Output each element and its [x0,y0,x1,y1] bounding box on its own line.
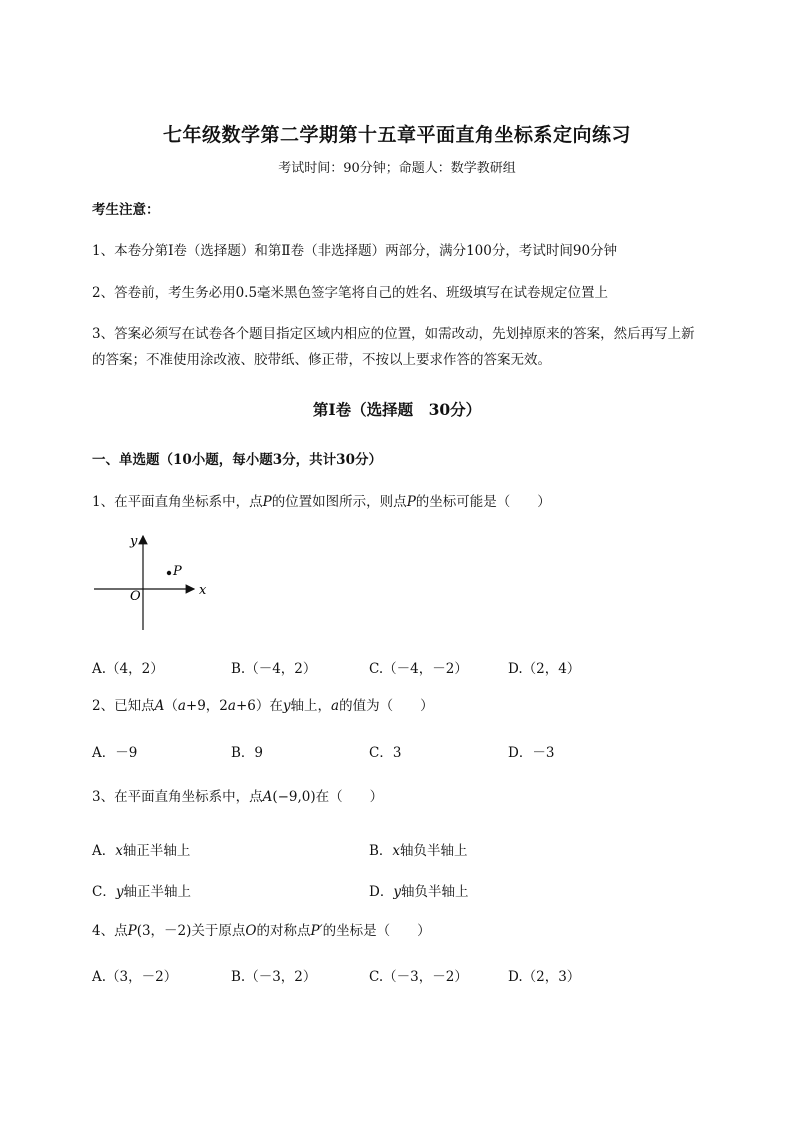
q3-option-b[interactable] [369,839,468,859]
section-heading: 一、单选题（10小题，每小题3分，共计30分） [92,452,382,468]
q2-stem-var: a [177,698,186,714]
q2-option-d[interactable]: D．－3 [508,745,555,761]
q3-stem-part: 3、在平面直角坐标系中，点 [92,789,263,805]
q3-stem-var: A [262,789,273,805]
q1-option-b[interactable]: B.（－4，2） [231,661,317,677]
q4-option-a[interactable]: A.（3，－2） [92,969,178,985]
q4-option-c[interactable]: C.（－3，－2） [369,969,468,985]
q1-point-p: P [406,494,416,510]
part1-title: 第I卷（选择题 30分） [312,400,482,419]
q3-option-d-text: 轴负半轴上 [400,884,469,900]
q2-stem-part: （ [164,698,178,714]
q2-stem-part: 2、已知点 [92,698,155,714]
coordinate-figure [88,530,218,634]
q2-stem-part: +6）在 [235,698,283,714]
q4-option-d[interactable]: D.（2，3） [508,969,581,985]
question-1-stem [92,489,551,515]
notice-item-3-cont: 的答案；不准使用涂改液、胶带纸、修正带，不按以上要求作答的答案无效。 [92,352,551,368]
point-p-dot [167,571,171,575]
q1-option-d[interactable]: D.（2，4） [508,661,581,677]
q4-stem-part: 4、点 [92,923,128,939]
q1-option-a[interactable]: A.（4，2） [92,661,164,677]
q1-stem-part: 的位置如图所示，则点 [271,494,407,510]
q2-stem-var: A [154,698,165,714]
q4-stem-part: 的对称点 [256,923,311,939]
q2-stem-part: 的值为（ ） [339,698,434,714]
q3-option-b-var: x [392,843,401,859]
q4-stem-var: O [245,923,257,939]
q3-option-a-var: x [115,843,123,859]
q3-option-c[interactable] [92,880,191,900]
q3-stem-part: (−9,0)在（ ） [272,789,384,805]
point-p-label: P [173,564,182,579]
notice-item-1: 1、本卷分第I卷（选择题）和第Ⅱ卷（非选择题）两部分，满分100分，考试时间90分钟 [92,243,618,259]
q3-option-a[interactable] [92,839,190,859]
q1-option-c[interactable]: C.（－4，－2） [369,661,468,677]
x-axis-label: x [199,583,207,598]
q4-stem-part: 的坐标是（ ） [322,923,431,939]
q3-option-c-text: 轴正半轴上 [123,884,191,900]
q3-option-a-text: 轴正半轴上 [122,843,191,859]
q2-stem-var: a [331,698,340,714]
q1-stem-part: 的坐标可能是（ ） [415,494,551,510]
q2-stem-part: +9，2 [185,698,228,714]
q1-stem-part: 1、在平面直角坐标系中，点 [92,494,263,510]
q2-stem-var: a [227,698,236,714]
q3-option-b-text: 轴负半轴上 [400,843,468,859]
question-4-stem [92,918,431,944]
q2-stem-part: 轴上， [290,698,332,714]
y-axis-label: y [130,534,138,549]
question-2-stem [92,693,434,719]
notice-item-3: 3、答案必须写在试卷各个题目指定区域内相应的位置，如需改动，先划掉原来的答案，然后再写上新 [92,326,695,342]
q4-option-b[interactable]: B.（－3，2） [231,969,317,985]
q3-option-a-letter: A． [92,843,116,859]
q2-option-a[interactable]: A．－9 [92,745,138,761]
q4-stem-part: (3，－2)关于原点 [136,923,246,939]
question-3-stem [92,784,383,810]
q2-option-b[interactable]: B．9 [231,745,264,761]
notice-heading: 考生注意： [92,202,160,218]
origin-label: O [130,589,141,604]
q1-point-p: P [262,494,272,510]
q2-option-c[interactable]: C．3 [369,745,402,761]
page-title: 七年级数学第二学期第十五章平面直角坐标系定向练习 [162,124,631,146]
q3-option-d[interactable] [369,880,468,900]
q3-option-c-var: y [115,884,124,900]
q3-option-d-letter: D． [369,884,394,900]
q3-option-d-var: y [393,884,401,900]
q4-stem-var: P′ [310,923,323,939]
q2-stem-var: y [282,698,291,714]
notice-item-2: 2、答卷前，考生务必用0.5毫米黑色签字笔将自己的姓名、班级填写在试卷规定位置上 [92,285,609,301]
q4-stem-var: P [127,923,137,939]
q3-option-c-letter: C． [92,884,116,900]
page-subtitle: 考试时间：90分钟；命题人：数学教研组 [278,161,516,176]
q3-option-b-letter: B． [369,843,393,859]
